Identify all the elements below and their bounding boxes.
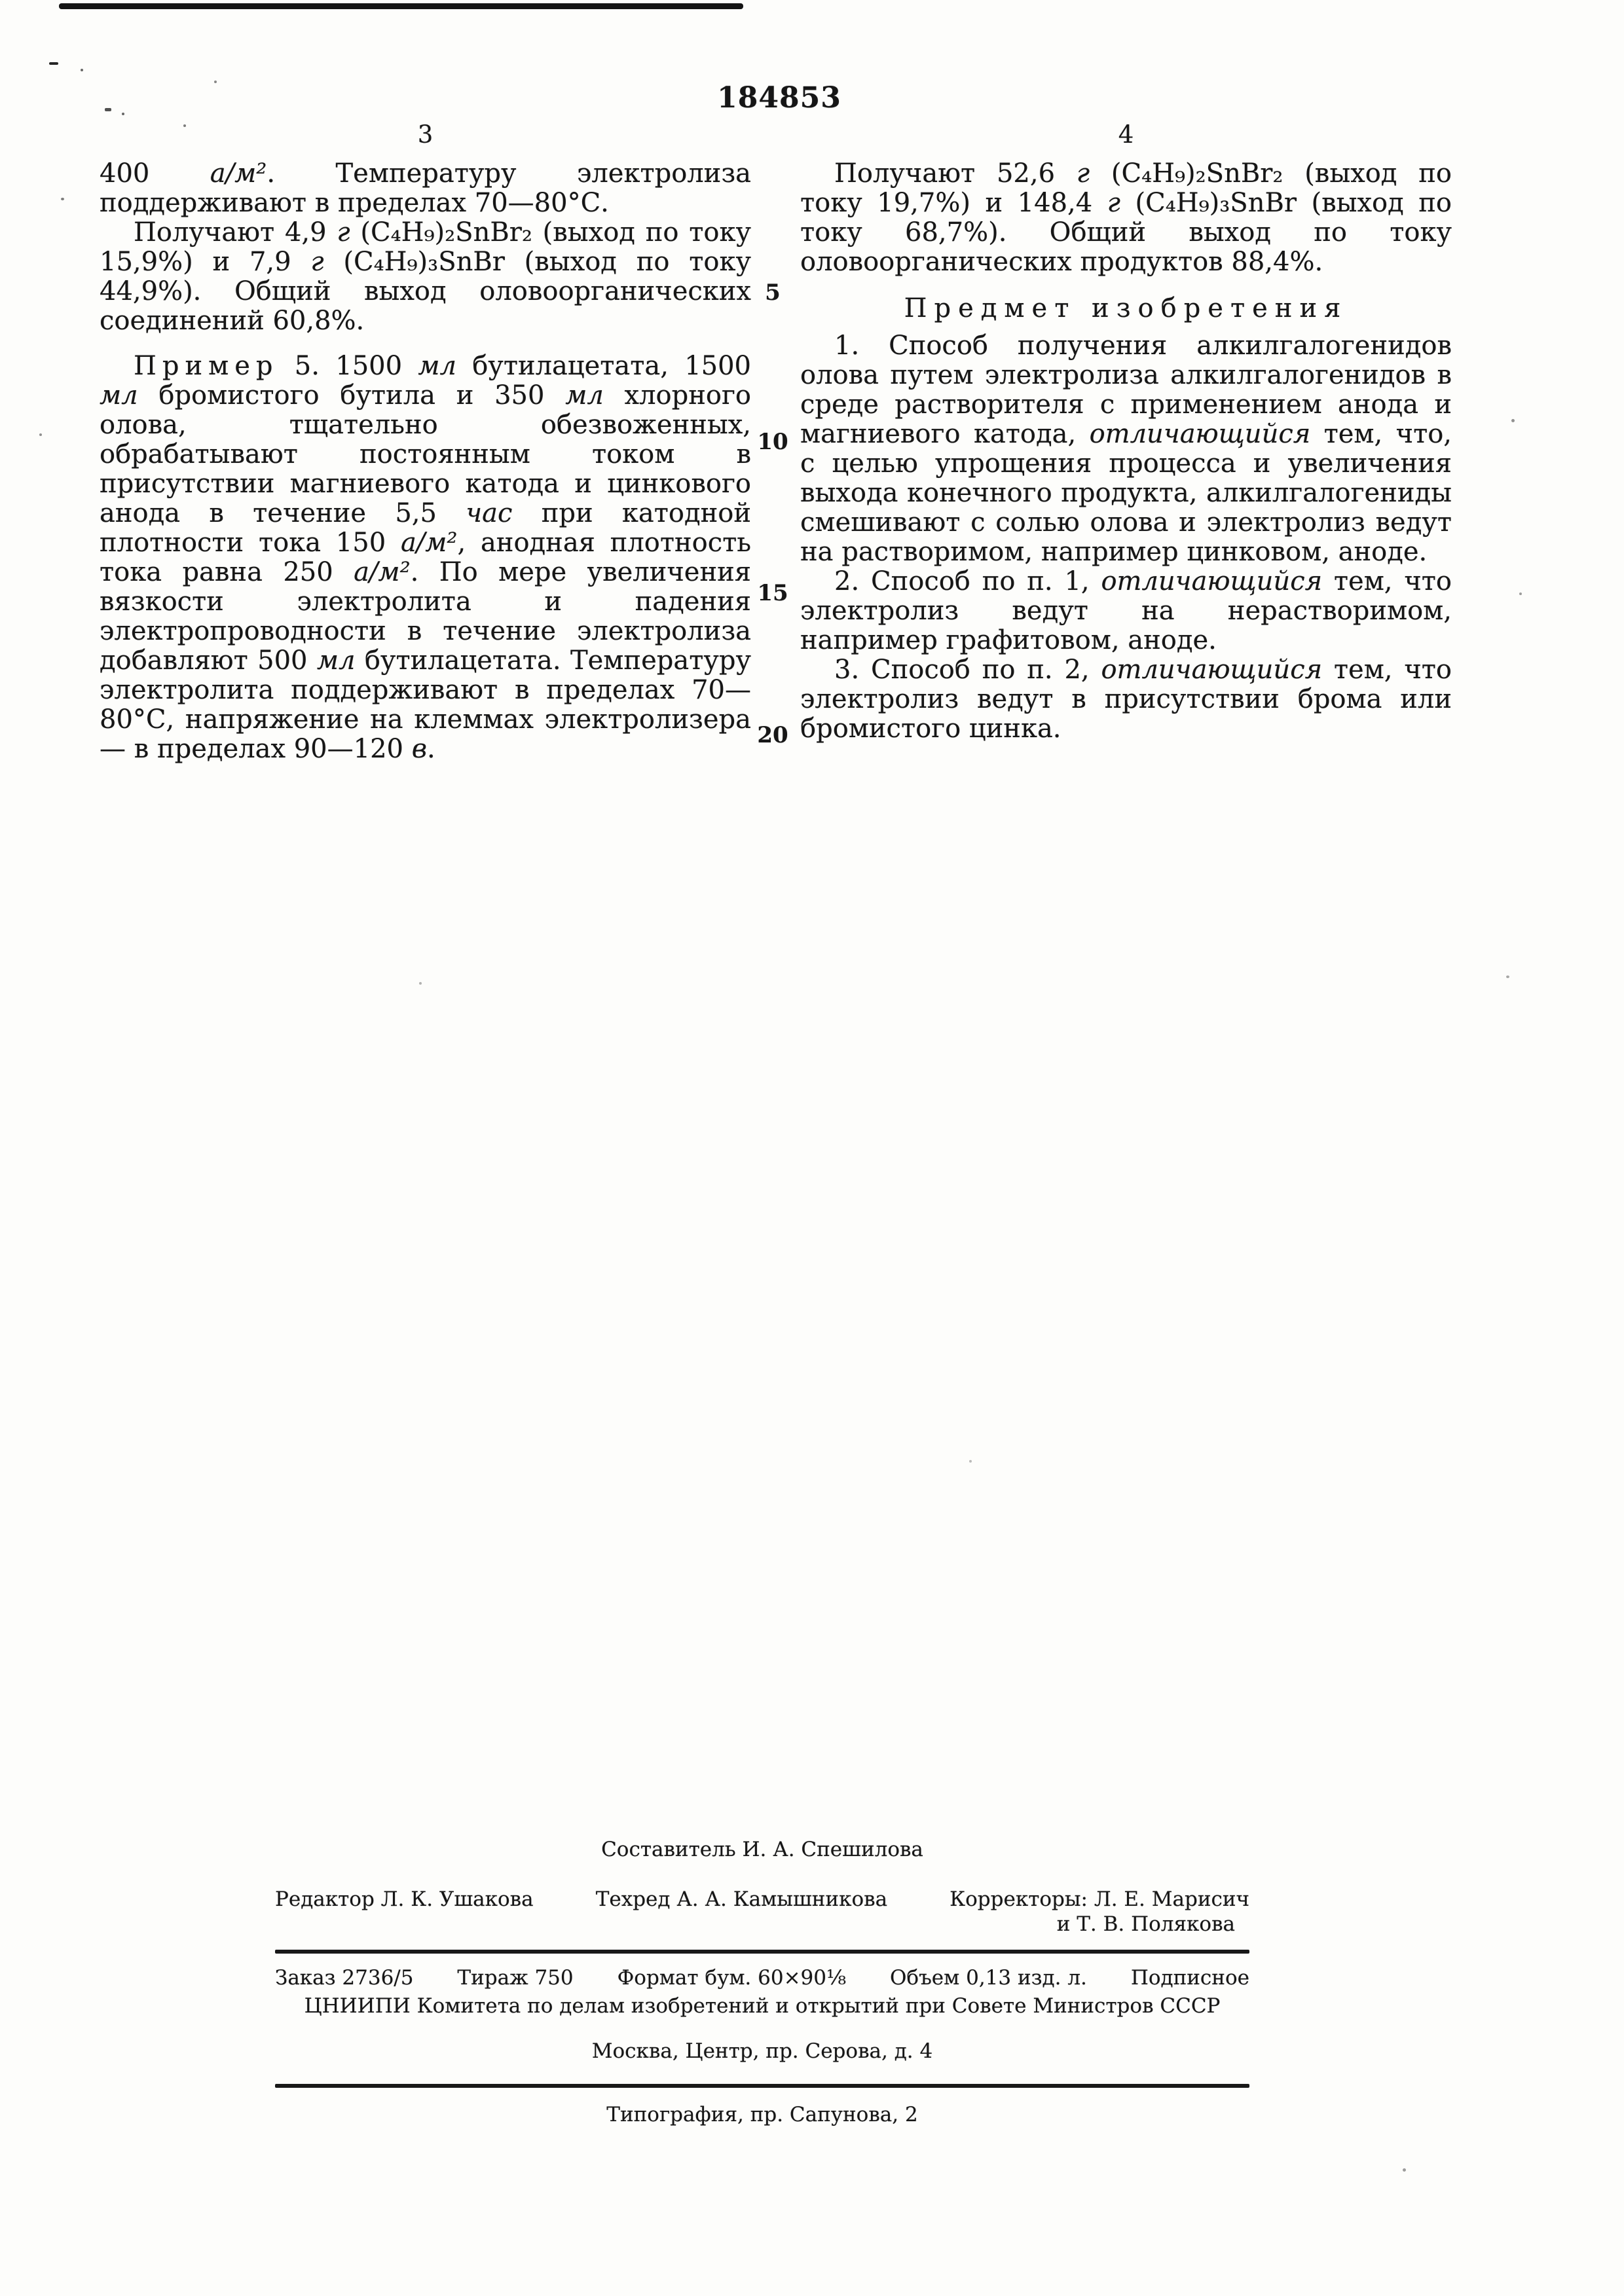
scan-speck [1403,2168,1406,2172]
body-text: Получают 52,6 [834,158,1077,189]
scan-speck [39,433,42,436]
paragraph [800,655,1452,744]
body-text: бромистого бутила и 350 [138,380,566,410]
body-text: . По мере увеличения вязкости электролита и падения электропроводности в течение электролиза добавляют 500 [100,557,752,676]
order-info-row [275,1965,1249,1990]
volume: Объем 0,13 изд. л. [889,1966,1087,1990]
body-text: (C₄H₉)₃SnBr (выход по току 68,7%). Общий выход по току оловоорганических продуктов 88,4%. [800,188,1452,277]
publisher-address: Москва, Центр, пр. Серова, д. 4 [591,2039,933,2063]
italic-text: мл [565,380,604,410]
body-text: при катодной плотности тока 150 [100,498,751,558]
imprint-footer [275,1837,1249,2147]
claims-heading [800,294,1452,323]
left-column [100,159,751,764]
paragraph [800,567,1452,655]
italic-text: час [466,498,513,528]
body-text: 1. Способ получения алкилгалогенидов олова путем электролиза алкилгалогенидов в среде растворителя с применением анода и магниевого катода, [800,331,1452,449]
body-text: (C₄H₉)₂SnBr₂ (выход по току 19,7%) и 148,4 [800,158,1452,218]
italic-text: мл [316,646,356,676]
scan-speck [419,982,422,985]
italic-text: г [310,247,324,277]
margin-line-number-5: 5 [765,280,781,306]
correctors-line-1: Корректоры: Л. Е. Марисич [950,1887,1249,1911]
correctors-line-2: и Т. В. Полякова [1056,1912,1235,1936]
italic-text: отличающийся [1101,566,1323,596]
typography-line: Типография, пр. Сапунова, 2 [606,2103,918,2126]
margin-line-number-20: 20 [757,722,788,748]
italic-text: отличающийся [1101,655,1323,685]
italic-text: г [1107,188,1120,218]
paragraph [800,159,1452,277]
body-text: (C₄H₉)₂SnBr₂ (выход по току 15,9%) и 7,9 [100,217,751,277]
body-text: Получают 4,9 [134,217,337,247]
subscription: Подписное [1130,1966,1249,1990]
body-text: . [426,734,435,764]
page-number-right: 4 [1118,120,1134,149]
credits-row [275,1887,1249,1937]
scan-speck [1519,592,1522,595]
body-text: бутилацетата. Температуру электролита поддерживают в пределах 70—80°С, напряжение на клеммах электролизера — в пределах 90—120 [100,646,751,764]
paragraph [100,218,751,336]
divider-rule-bottom [275,2084,1249,2088]
scan-speck [61,198,64,200]
body-text: Предмет изобретения [904,293,1348,323]
body-text: , анодная плотность тока равна 250 [100,528,752,587]
correctors-credit [950,1887,1249,1937]
body-text: . Температуру электролиза поддерживают в пределах 70—80°С. [100,158,752,218]
scan-artifact-bar [59,3,743,9]
paper-format: Формат бум. 60×90¹⁄₈ [617,1966,847,1990]
italic-text: в [411,734,427,764]
scan-speck [81,69,83,71]
scan-speck [969,1460,972,1463]
publisher-line: ЦНИИПИ Комитета по делам изобретений и открытий при Совете Министров СССР [304,1994,1221,2018]
techred-credit: Техред А. А. Камышникова [595,1887,888,1911]
italic-text: г [337,217,350,247]
body-text: бутилацетата, 1500 [456,351,752,381]
italic-text: отличающийся [1089,419,1311,449]
italic-text: а/м² [210,158,267,189]
paragraph [100,159,751,218]
margin-line-number-15: 15 [757,580,788,606]
italic-text: мл [418,351,456,381]
paragraph [100,352,751,764]
scan-speck [1506,975,1509,978]
body-text: 400 [100,158,210,189]
italic-text: г [1076,158,1090,189]
divider-rule-top [275,1950,1249,1954]
body-text: тем, что электролиз ведут на нерастворимом, например графитовом, аноде. [800,566,1452,655]
body-text: 3. Способ по п. 2, [834,655,1101,685]
italic-text: а/м² [400,528,458,558]
patent-number: 184853 [717,81,841,115]
order-number: Заказ 2736/5 [275,1966,414,1990]
print-run: Тираж 750 [457,1966,574,1990]
body-text: хлорного олова, тщательно обезвоженных, обрабатывают постоянным током в присутствии магниевого катода и цинкового анода в течение 5,5 [100,380,751,528]
body-text: Пример [134,351,279,381]
body-text: тем, что, с целью упрощения процесса и увеличения выхода конечного продукта, алкилгалогениды смешивают с солью олова и электролиз ведут на растворимом, например цинковом, аноде. [800,419,1452,567]
scan-speck [49,62,58,65]
italic-text: а/м² [354,557,411,587]
paragraph [800,331,1452,567]
right-column [800,159,1452,744]
body-text: (C₄H₉)₃SnBr (выход по току 44,9%). Общий выход оловоорганических соединений 60,8%. [100,247,752,336]
editor-credit: Редактор Л. К. Ушакова [275,1887,534,1911]
margin-line-number-10: 10 [757,429,788,455]
page-number-left: 3 [417,120,434,149]
body-text: 2. Способ по п. 1, [834,566,1101,596]
compiler-line: Составитель И. А. Спешилова [601,1838,923,1861]
italic-text: мл [100,380,138,410]
body-text: тем, что электролиз ведут в присутствии брома или бромистого цинка. [800,655,1452,744]
scan-speck [1511,419,1515,422]
body-text: 5. 1500 [278,351,418,381]
